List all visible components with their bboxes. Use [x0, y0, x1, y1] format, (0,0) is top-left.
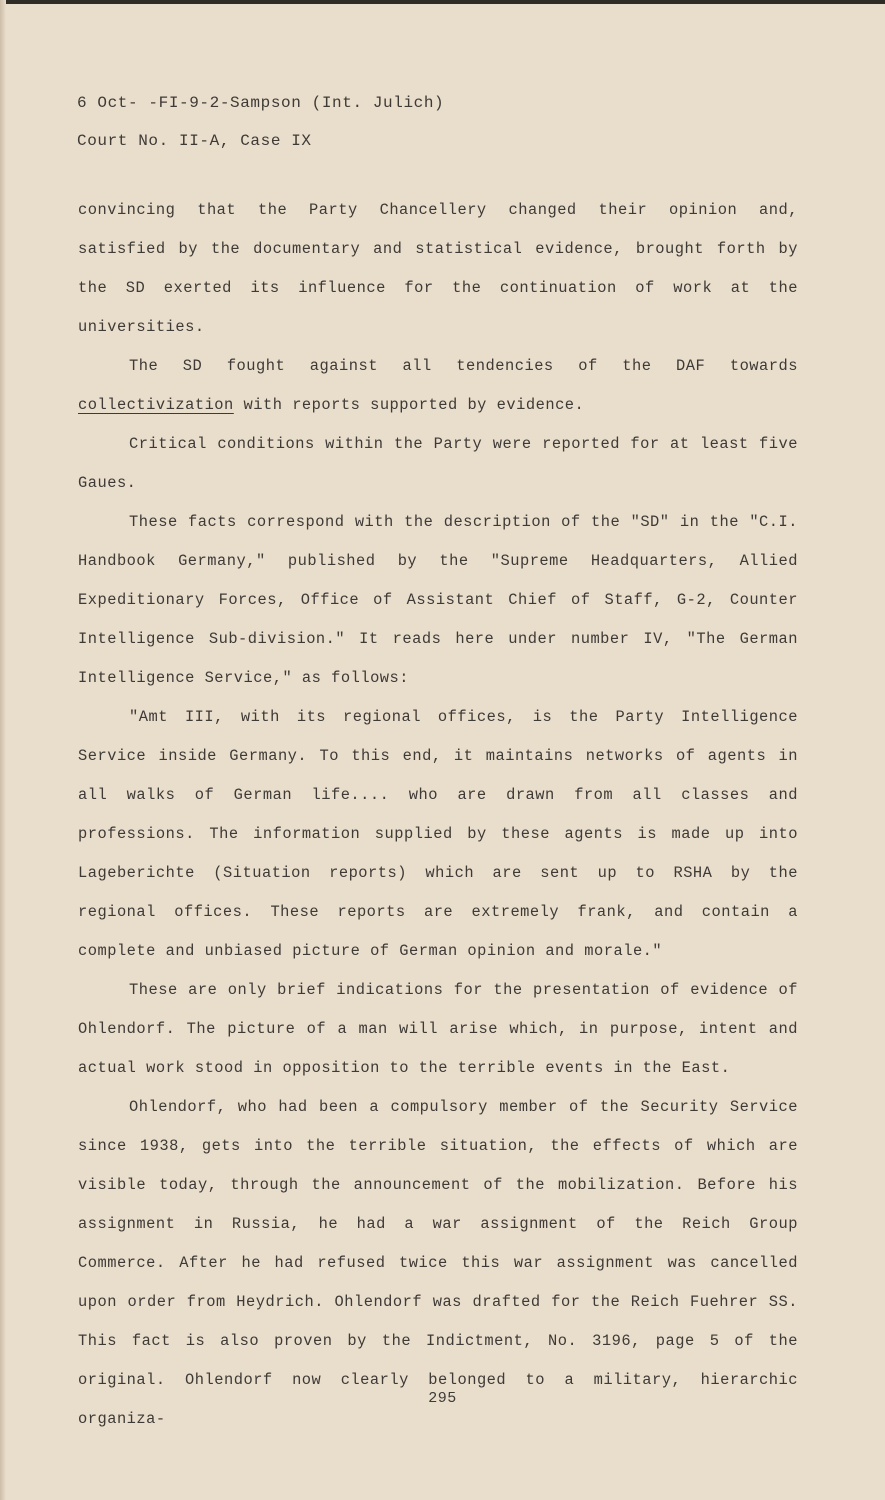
paragraph-daf-text-after: with reports supported by evidence. — [233, 396, 585, 414]
paragraph-quote-amt-iii: "Amt III, with its regional offices, is the Party Intelligence Service inside Germany. To this end, it maintains networks of agents in all walks of German life.... who are drawn from all classes and professions. The information supplied by these agents is made up into Lageberichte (Situation reports) which are sent up to RSHA by the regional offices. These reports are extremely frank, and contain a complete and unbiased picture of German opinion and morale." — [78, 708, 798, 960]
paragraph-daf — [78, 347, 798, 425]
paragraph-gaues: Critical conditions within the Party were reported for at least five Gaues. — [78, 435, 798, 492]
paragraph-continuation: convincing that the Party Chancellery changed their opinion and, satisfied by the documentary and statistical evidence, brought forth by the SD exerted its influence for the continuation of work at the universities. — [78, 201, 798, 336]
document-body — [78, 191, 798, 1439]
paragraph-indications: These are only brief indications for the presentation of evidence of Ohlendorf. The picture of a man will arise which, in purpose, intent and actual work stood in opposition to the terrible events in the East. — [78, 981, 798, 1077]
header-session-line: 6 Oct- -FI-9-2-Sampson (Int. Julich) — [77, 94, 445, 112]
page-number: 295 — [428, 1390, 457, 1407]
top-edge — [0, 0, 885, 4]
paragraph-daf-text-before: The SD fought against all tendencies of the DAF towards — [129, 357, 798, 375]
header-court-line: Court No. II-A, Case IX — [77, 132, 312, 150]
left-edge — [0, 0, 6, 1500]
paragraph-handbook: These facts correspond with the description of the "SD" in the "C.I. Handbook Germany," published by the "Supreme Headquarters, Allied Expeditionary Forces, Office of Assistant Chief of Staff, G-2, Counter Intelligence Sub-division." It reads here under number IV, "The German Intelligence Service," as follows: — [78, 513, 798, 687]
paragraph-ohlendorf: Ohlendorf, who had been a compulsory member of the Security Service since 1938, gets into the terrible situation, the effects of which are visible today, through the announcement of the mobilization. Before his assignment in Russia, he had a war assignment of the Reich Group Commerce. After he had refused twice this war assignment was cancelled upon order from Heydrich. Ohlendorf was drafted for the Reich Fuehrer SS. This fact is also proven by the Indictment, No. 3196, page 5 of the original. Ohlendorf now clearly belonged to a military, hierarchic organiza- — [78, 1098, 798, 1428]
document-header — [77, 84, 444, 160]
underlined-term-collectivization: collectivization — [78, 396, 234, 414]
